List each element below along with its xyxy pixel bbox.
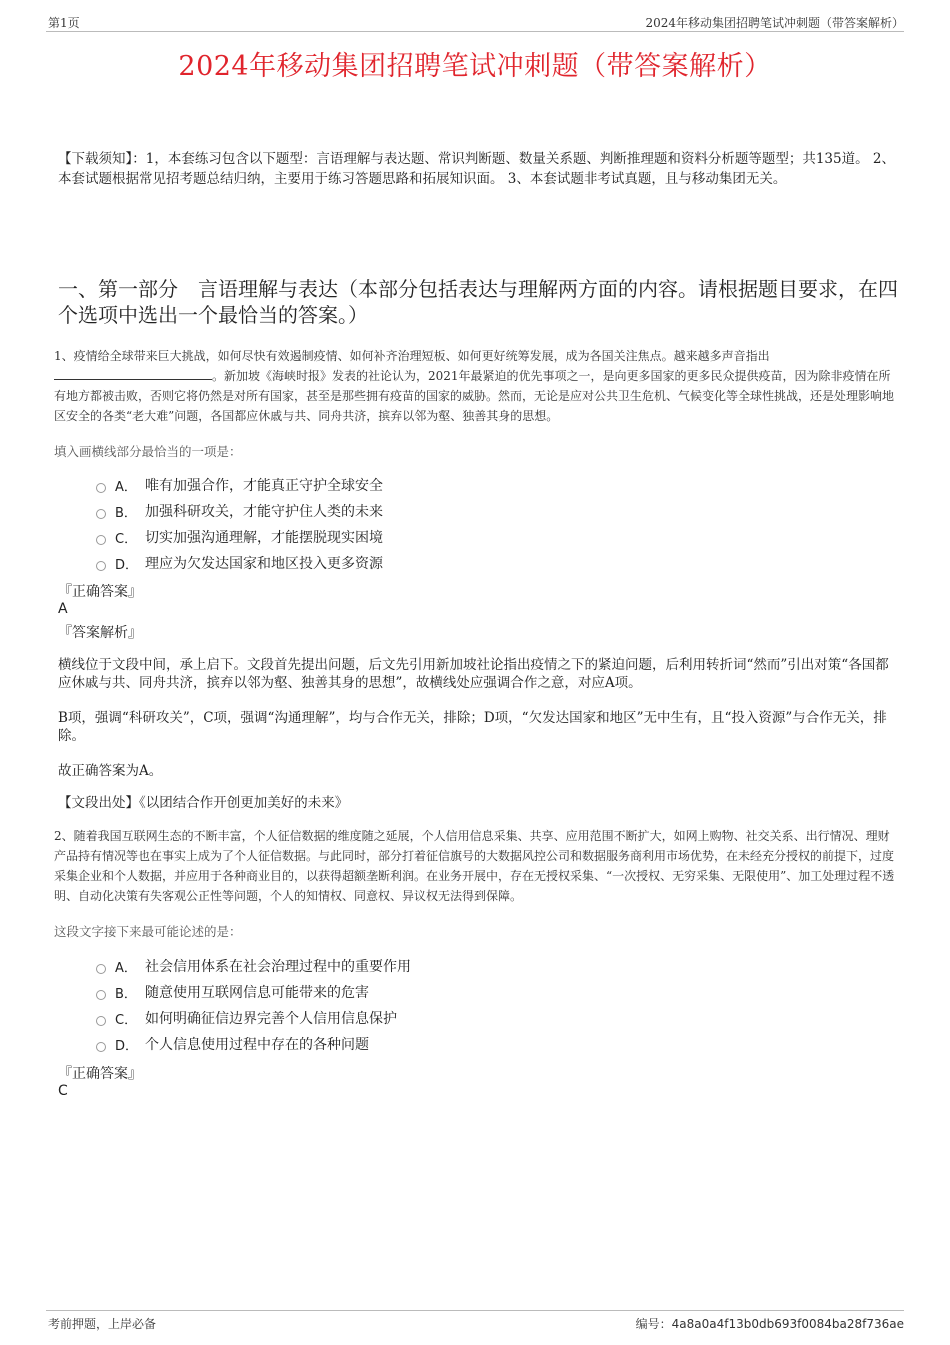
question-1-text-before: 1、疫情给全球带来巨大挑战，如何尽快有效遏制疫情、如何补齐治理短板、如何更好统筹发展，成为各国关注焦点。越来越多声音指出 [54,349,770,363]
footer-code-label: 编号： [635,1317,672,1331]
correct-answer: C [58,1083,68,1099]
header-divider [46,31,904,32]
option-d[interactable] [96,1031,796,1057]
analysis-paragraph-3: 故正确答案为A。 [58,763,163,779]
correct-answer: A [58,601,68,617]
option-text: 个人信息使用过程中存在的各种问题 [145,1037,369,1053]
header-doc-title: 2024年移动集团招聘笔试冲刺题（带答案解析） [645,16,904,30]
question-1-prompt: 填入画横线部分最恰当的一项是： [54,444,242,459]
radio-icon[interactable] [96,990,106,1000]
footer-slogan: 考前押题，上岸必备 [48,1317,157,1331]
option-text: 随意使用互联网信息可能带来的危害 [145,985,369,1001]
option-a[interactable] [96,953,796,979]
question-1-text [54,346,900,426]
question-2-options [96,953,796,1057]
radio-icon[interactable] [96,561,106,571]
option-letter: C． [115,531,138,547]
header-page-number: 第1页 [48,16,80,30]
option-letter: C． [115,1012,138,1028]
analysis-label: 『答案解析』 [58,625,142,641]
footer-code-value: 4a8a0a4f13b0db693f0084ba28f736ae [671,1317,904,1331]
option-letter: D． [115,1038,139,1054]
correct-answer-label: 『正确答案』 [58,584,142,600]
radio-icon[interactable] [96,483,106,493]
passage-source: 【文段出处】《以团结合作开创更加美好的未来》 [58,795,349,811]
option-letter: D． [115,557,139,573]
radio-icon[interactable] [96,964,106,974]
option-b[interactable] [96,498,796,524]
option-b[interactable] [96,979,796,1005]
footer-code [636,1315,904,1332]
option-letter: B． [115,505,137,521]
download-notice: 【下载须知】：1，本套练习包含以下题型：言语理解与表达题、常识判断题、数量关系题、判断推理题和资料分析题等题型；共135道。 2、本套试题根据常见招考题总结归纳，主要用于练习答题思路和拓展知识面。 3、本套试题非考试真题，且与移动集团无关。 [58,151,895,187]
footer-divider [46,1310,904,1311]
section-heading: 一、第一部分 言语理解与表达（本部分包括表达与理解两方面的内容。请根据题目要求，在四个选项中选出一个最恰当的答案。） [58,277,898,327]
analysis-paragraph-2: B项，强调“科研攻关”，C项，强调“沟通理解”，均与合作无关，排除；D项，“欠发达国家和地区”无中生有，且“投入资源”与合作无关，排除。 [58,710,887,744]
radio-icon[interactable] [96,535,106,545]
option-text: 社会信用体系在社会治理过程中的重要作用 [145,959,411,975]
fill-blank-line [54,367,212,380]
question-1-options [96,472,796,576]
analysis-paragraph-1: 横线位于文段中间，承上启下。文段首先提出问题，后文先引用新加坡社论指出疫情之下的紧迫问题，后利用转折词“然而”引出对策“各国都应休戚与共、同舟共济，摈弃以邻为壑、独善其身的思想”，故横线处应强调合作之意，对应A项。 [58,657,889,691]
radio-icon[interactable] [96,509,106,519]
option-c[interactable] [96,524,796,550]
radio-icon[interactable] [96,1016,106,1026]
option-text: 唯有加强合作，才能真正守护全球安全 [145,478,383,494]
document-title: 2024年移动集团招聘笔试冲刺题（带答案解析） [178,51,772,82]
question-2-text: 2、随着我国互联网生态的不断丰富，个人征信数据的维度随之延展，个人信用信息采集、共享、应用范围不断扩大，如网上购物、社交关系、出行情况、理财产品持有情况等也在事实上成为了个人征信数据。与此同时，部分打着征信旗号的大数据风控公司和数据服务商利用市场优势，在未经充分授权的前提下，过度采集企业和个人数据，并应用于各种商业目的，以获得超额垄断利润。在业务开展中，存在无授权采集、“一次授权、无穷采集、无限使用”、加工处理过程不透明、自动化决策有失客观公正性等问题，个人的知情权、同意权、异议权无法得到保障。 [54,829,895,903]
question-2-prompt: 这段文字接下来最可能论述的是： [54,924,242,939]
option-letter: B． [115,986,137,1002]
radio-icon[interactable] [96,1042,106,1052]
option-a[interactable] [96,472,796,498]
question-1-text-after: 。新加坡《海峡时报》发表的社论认为，2021年最紧迫的优先事项之一，是向更多国家的更多民众提供疫苗，因为除非疫情在所有地方都被击败，否则它将仍然是对所有国家，甚至是那些拥有疫苗的国家的威胁。然而，无论是应对公共卫生危机、气候变化等全球性挑战，还是处理影响地区安全的各类“老大难”问题，各国都应休戚与共、同舟共济，摈弃以邻为壑、独善其身的思想。 [54,369,895,423]
option-c[interactable] [96,1005,796,1031]
option-text: 加强科研攻关，才能守护住人类的未来 [145,504,383,520]
correct-answer-label: 『正确答案』 [58,1066,142,1082]
option-letter: A． [115,960,137,976]
option-letter: A． [115,479,137,495]
option-d[interactable] [96,550,796,576]
option-text: 切实加强沟通理解，才能摆脱现实困境 [145,530,383,546]
option-text: 理应为欠发达国家和地区投入更多资源 [145,556,383,572]
option-text: 如何明确征信边界完善个人信用信息保护 [145,1011,397,1027]
